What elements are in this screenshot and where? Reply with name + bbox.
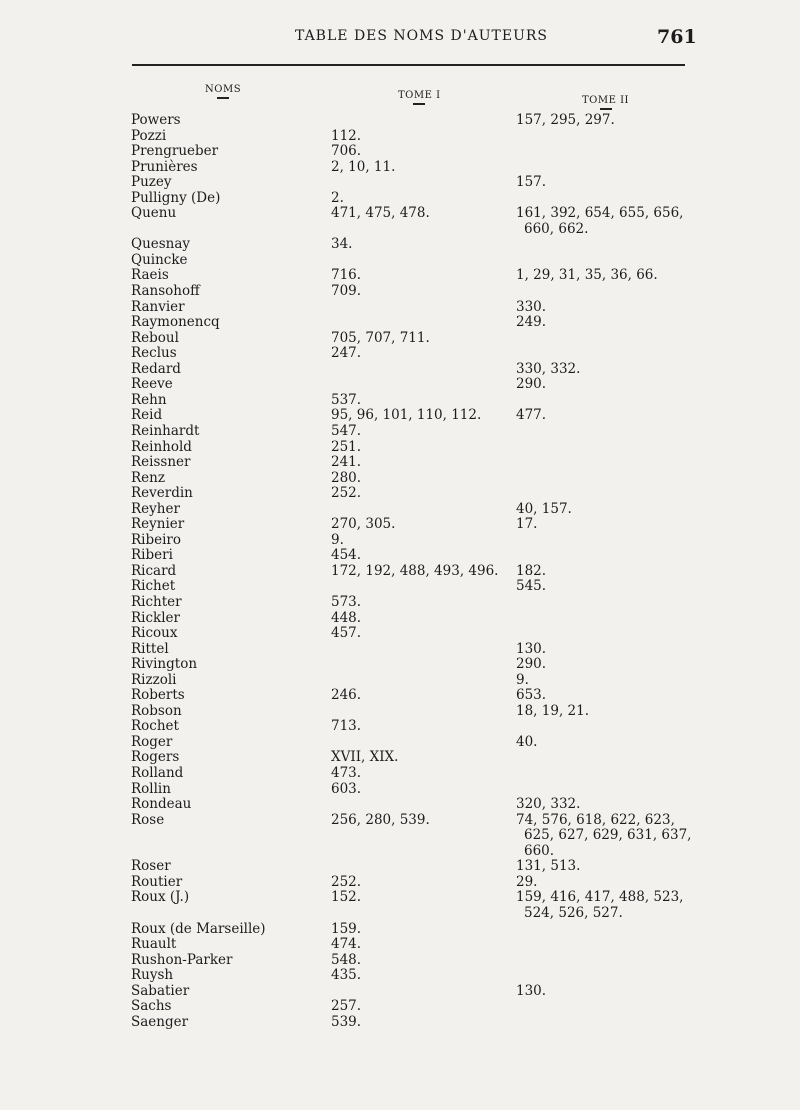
- author-name: Ricard: [131, 562, 177, 579]
- column-header-noms: [205, 84, 241, 99]
- tome2-pages: [516, 300, 716, 316]
- index-entry: [0, 595, 800, 611]
- index-entry: [0, 300, 800, 316]
- tome2-pages-line: 130.: [516, 640, 547, 657]
- tome2-pages: [516, 813, 716, 860]
- index-entry: [0, 440, 800, 456]
- index-entry: [0, 1015, 800, 1031]
- author-name: Saenger: [131, 1013, 189, 1030]
- index-entry: [0, 129, 800, 145]
- index-entry: [0, 346, 800, 362]
- author-name: Robson: [131, 702, 182, 719]
- author-name: Reclus: [131, 345, 177, 362]
- tome2-pages-line: 330.: [516, 298, 547, 315]
- author-name: Reyher: [131, 500, 180, 517]
- tome1-pages: 246.: [331, 687, 362, 704]
- index-entry: [0, 875, 800, 891]
- index-entry: [0, 424, 800, 440]
- column-header-tome2: [582, 95, 629, 110]
- tome1-pages: 95, 96, 101, 110, 112.: [331, 407, 482, 424]
- author-name: Roux (J.): [131, 889, 190, 906]
- author-name: Riberi: [131, 547, 173, 564]
- tome2-pages-line: 524, 526, 527.: [524, 904, 623, 921]
- tome1-pages: 573.: [331, 593, 362, 610]
- index-entry: [0, 937, 800, 953]
- tome2-pages-line: 660.: [524, 842, 555, 859]
- author-name: Reverdin: [131, 485, 193, 502]
- tome2-pages: [516, 688, 716, 704]
- tome1-pages: 270, 305.: [331, 516, 396, 533]
- index-entry: [0, 719, 800, 735]
- author-name: Reboul: [131, 329, 179, 346]
- index-entry: [0, 579, 800, 595]
- index-entry: [0, 642, 800, 658]
- author-name: Sachs: [131, 998, 172, 1015]
- index-entry: [0, 113, 800, 129]
- index-entry: [0, 144, 800, 160]
- author-name: Sabatier: [131, 982, 190, 999]
- author-name: Roberts: [131, 687, 185, 704]
- author-index-list: [0, 113, 800, 1030]
- author-name: Routier: [131, 873, 183, 890]
- author-name: Prengrueber: [131, 143, 219, 160]
- tome2-pages-line: 1, 29, 31, 35, 36, 66.: [516, 267, 658, 284]
- author-name: Raymonencq: [131, 314, 220, 331]
- tome2-pages-line: 17.: [516, 516, 538, 533]
- index-entry: [0, 611, 800, 627]
- index-entry: [0, 704, 800, 720]
- index-entry: [0, 471, 800, 487]
- tome1-pages: 257.: [331, 998, 362, 1015]
- author-name: Roux (de Marseille): [131, 920, 266, 937]
- tome2-pages: [516, 408, 716, 424]
- running-title: TABLE DES NOMS D'AUTEURS: [295, 28, 548, 44]
- tome1-pages: 34.: [331, 236, 353, 253]
- tome1-pages: 9.: [331, 531, 344, 548]
- author-name: Renz: [131, 469, 165, 486]
- tome2-pages-line: 18, 19, 21.: [516, 702, 589, 719]
- tome2-pages: [516, 984, 716, 1000]
- index-entry: [0, 455, 800, 471]
- tome2-pages-line: 625, 627, 629, 631, 637,: [524, 827, 692, 844]
- author-name: Quenu: [131, 205, 177, 222]
- author-name: Ribeiro: [131, 531, 182, 548]
- author-name: Reeve: [131, 376, 173, 393]
- tome1-pages: 706.: [331, 143, 362, 160]
- tome1-pages: 548.: [331, 951, 362, 968]
- index-entry: [0, 657, 800, 673]
- tome2-pages-line: 660, 662.: [524, 220, 589, 237]
- column-header-dash: [413, 103, 425, 105]
- tome1-pages: 473.: [331, 764, 362, 781]
- tome2-pages-line: 40.: [516, 733, 538, 750]
- tome2-pages: [516, 517, 716, 533]
- author-name: Powers: [131, 112, 181, 128]
- tome2-pages-line: 131, 513.: [516, 858, 581, 875]
- author-name: Ruault: [131, 936, 177, 953]
- tome1-pages: 152.: [331, 889, 362, 906]
- index-entry: [0, 253, 800, 269]
- index-entry: [0, 284, 800, 300]
- page-number: 761: [657, 26, 697, 48]
- tome2-pages: [516, 268, 716, 284]
- tome2-pages-line: 130.: [516, 982, 547, 999]
- tome1-pages: 251.: [331, 438, 362, 455]
- author-name: Ranvier: [131, 298, 185, 315]
- index-entry: [0, 735, 800, 751]
- column-header-noms-label: NOMS: [205, 84, 242, 95]
- author-name: Reissner: [131, 454, 191, 471]
- author-name: Roger: [131, 733, 173, 750]
- tome1-pages: 159.: [331, 920, 362, 937]
- tome2-pages-line: 9.: [516, 671, 529, 688]
- tome2-pages-line: 161, 392, 654, 655, 656,: [516, 205, 684, 222]
- column-header-tome1-label: TOME I: [398, 90, 441, 101]
- index-entry: [0, 859, 800, 875]
- tome1-pages: 705, 707, 711.: [331, 329, 430, 346]
- tome1-pages: 603.: [331, 780, 362, 797]
- tome2-pages: [516, 859, 716, 875]
- author-name: Ricoux: [131, 625, 178, 642]
- tome1-pages: 709.: [331, 283, 362, 300]
- tome1-pages: 474.: [331, 936, 362, 953]
- column-header-tome1: [398, 90, 441, 105]
- author-name: Ransohoff: [131, 283, 200, 300]
- author-name: Reynier: [131, 516, 185, 533]
- tome1-pages: 247.: [331, 345, 362, 362]
- author-name: Pulligny (De): [131, 189, 221, 206]
- tome2-pages: [516, 579, 716, 595]
- index-entry: [0, 890, 800, 921]
- tome2-pages: [516, 315, 716, 331]
- index-entry: [0, 813, 800, 860]
- tome1-pages: 241.: [331, 454, 362, 471]
- index-entry: [0, 564, 800, 580]
- index-entry: [0, 782, 800, 798]
- tome1-pages: 2, 10, 11.: [331, 158, 396, 175]
- tome2-pages: [516, 797, 716, 813]
- index-entry: [0, 626, 800, 642]
- tome2-pages-line: 477.: [516, 407, 547, 424]
- tome2-pages-line: 159, 416, 417, 488, 523,: [516, 889, 684, 906]
- tome2-pages-line: 157.: [516, 174, 547, 191]
- author-name: Rolland: [131, 764, 184, 781]
- author-name: Rushon-Parker: [131, 951, 233, 968]
- author-name: Roser: [131, 858, 171, 875]
- author-name: Rittel: [131, 640, 169, 657]
- tome2-pages-line: 182.: [516, 562, 547, 579]
- tome2-pages-line: 74, 576, 618, 622, 623,: [516, 811, 675, 828]
- tome2-pages-line: 40, 157.: [516, 500, 572, 517]
- author-name: Richter: [131, 593, 182, 610]
- tome1-pages: XVII, XIX.: [331, 749, 399, 766]
- index-entry: [0, 548, 800, 564]
- author-name: Prunières: [131, 158, 198, 175]
- tome1-pages: 471, 475, 478.: [331, 205, 430, 222]
- tome2-pages: [516, 113, 716, 129]
- tome1-pages: 280.: [331, 469, 362, 486]
- author-name: Raeis: [131, 267, 169, 284]
- author-name: Rose: [131, 811, 165, 828]
- author-name: Rollin: [131, 780, 171, 797]
- tome2-pages-line: 290.: [516, 656, 547, 673]
- tome1-pages: 435.: [331, 967, 362, 984]
- tome2-pages: [516, 175, 716, 191]
- author-name: Rivington: [131, 656, 198, 673]
- tome1-pages: 713.: [331, 718, 362, 735]
- tome2-pages-line: 545.: [516, 578, 547, 595]
- index-entry: [0, 362, 800, 378]
- tome1-pages: 252.: [331, 485, 362, 502]
- tome2-pages: [516, 890, 716, 921]
- header-rule: [132, 64, 685, 66]
- tome1-pages: 252.: [331, 873, 362, 890]
- author-name: Rizzoli: [131, 671, 177, 688]
- author-name: Rogers: [131, 749, 180, 766]
- index-entry: [0, 502, 800, 518]
- index-entry: [0, 191, 800, 207]
- index-entry: [0, 206, 800, 237]
- index-entry: [0, 175, 800, 191]
- tome2-pages-line: 157, 295, 297.: [516, 112, 615, 128]
- tome2-pages: [516, 564, 716, 580]
- tome2-pages: [516, 206, 716, 237]
- index-entry: [0, 922, 800, 938]
- tome2-pages: [516, 657, 716, 673]
- tome2-pages: [516, 875, 716, 891]
- tome2-pages-line: 320, 332.: [516, 796, 581, 813]
- author-name: Reinhardt: [131, 422, 200, 439]
- index-entry: [0, 533, 800, 549]
- index-entry: [0, 968, 800, 984]
- author-name: Redard: [131, 360, 181, 377]
- author-name: Ruysh: [131, 967, 174, 984]
- tome2-pages-line: 290.: [516, 376, 547, 393]
- column-header-dash: [600, 108, 612, 110]
- index-entry: [0, 953, 800, 969]
- tome1-pages: 457.: [331, 625, 362, 642]
- tome2-pages: [516, 377, 716, 393]
- tome1-pages: 547.: [331, 422, 362, 439]
- author-name: Quesnay: [131, 236, 191, 253]
- page-header: [0, 26, 800, 56]
- tome1-pages: 454.: [331, 547, 362, 564]
- tome2-pages: [516, 704, 716, 720]
- index-entry: [0, 486, 800, 502]
- index-entry: [0, 688, 800, 704]
- tome1-pages: 2.: [331, 189, 344, 206]
- tome2-pages-line: 653.: [516, 687, 547, 704]
- tome2-pages: [516, 642, 716, 658]
- tome1-pages: 539.: [331, 1013, 362, 1030]
- index-entry: [0, 673, 800, 689]
- index-entry: [0, 237, 800, 253]
- index-entry: [0, 750, 800, 766]
- index-entry: [0, 797, 800, 813]
- tome2-pages: [516, 735, 716, 751]
- tome1-pages: 172, 192, 488, 493, 496.: [331, 562, 499, 579]
- index-entry: [0, 331, 800, 347]
- tome2-pages-line: 330, 332.: [516, 360, 581, 377]
- author-name: Reid: [131, 407, 163, 424]
- tome2-pages: [516, 502, 716, 518]
- column-header-tome2-label: TOME II: [582, 95, 629, 106]
- author-name: Richet: [131, 578, 176, 595]
- tome2-pages-line: 29.: [516, 873, 538, 890]
- index-entry: [0, 268, 800, 284]
- tome1-pages: 256, 280, 539.: [331, 811, 430, 828]
- author-name: Rehn: [131, 391, 167, 408]
- tome1-pages: 537.: [331, 391, 362, 408]
- index-entry: [0, 160, 800, 176]
- author-name: Rickler: [131, 609, 180, 626]
- author-name: Puzey: [131, 174, 172, 191]
- index-entry: [0, 984, 800, 1000]
- tome2-pages-line: 249.: [516, 314, 547, 331]
- column-header-dash: [217, 97, 229, 99]
- author-name: Rochet: [131, 718, 179, 735]
- author-name: Pozzi: [131, 127, 167, 144]
- tome2-pages: [516, 673, 716, 689]
- index-entry: [0, 999, 800, 1015]
- index-entry: [0, 766, 800, 782]
- index-entry: [0, 315, 800, 331]
- author-name: Reinhold: [131, 438, 192, 455]
- tome1-pages: 716.: [331, 267, 362, 284]
- tome1-pages: 112.: [331, 127, 362, 144]
- author-name: Rondeau: [131, 796, 192, 813]
- tome1-pages: 448.: [331, 609, 362, 626]
- author-name: Quincke: [131, 251, 188, 268]
- index-entry: [0, 393, 800, 409]
- index-entry: [0, 517, 800, 533]
- index-entry: [0, 408, 800, 424]
- tome2-pages: [516, 362, 716, 378]
- index-entry: [0, 377, 800, 393]
